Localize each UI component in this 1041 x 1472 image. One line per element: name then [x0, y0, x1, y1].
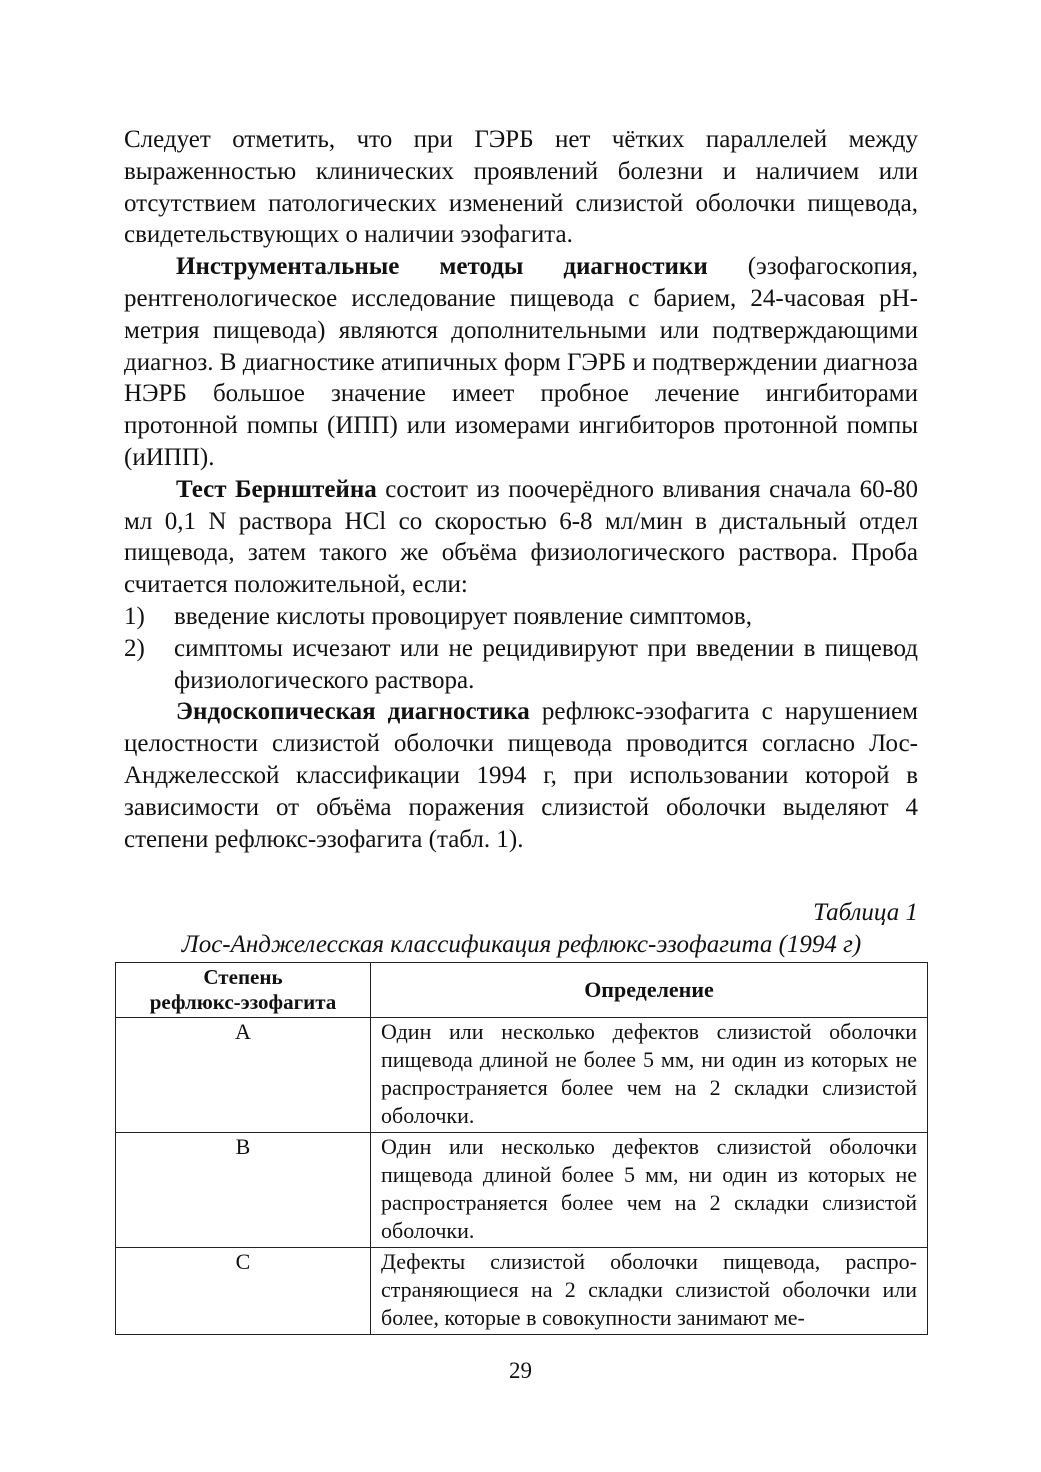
list-item-text: введение кислоты провоцирует появление симптомов,: [174, 602, 752, 630]
list-number: 1): [124, 602, 145, 630]
numbered-list: [124, 601, 918, 696]
header-grade: [116, 963, 371, 1018]
list-number: 2): [124, 634, 145, 662]
list-item-text: симптомы исчезают или не рецидивируют при введении в пищевод физиологического раствора.: [174, 634, 918, 694]
header-grade-line1: Степень: [203, 965, 283, 989]
table-title: Лос-Анджелесская классификация рефлюкс-эзофагита (1994 г): [181, 931, 862, 958]
paragraph-1: Следует отметить, что при ГЭРБ нет чётких параллелей между выраженностью клинических проявлений болезни и наличием или отсутствием патологических изменений слизистой оболочки пищевода, свидетельствующих о наличии эзофагита.: [124, 126, 918, 249]
table-row: [116, 1248, 928, 1335]
bold-term-bernstein: Тест Бернштейна: [176, 475, 377, 503]
paragraph-endoscopic-diagnostics: [124, 696, 918, 855]
table-row: [116, 1133, 928, 1248]
definition-cell: Один или несколько дефектов слизистой оболочки пищевода длиной более 5 мм, ни один из которых не распространяется более чем на 2 складки слизистой оболочки.: [371, 1133, 928, 1248]
classification-table: [115, 962, 928, 1335]
paragraph-text: рефлюкс-эзофагита с нарушением целостности слизистой оболочки пищевода проводится согласно Лос-Анджелесской классификации 1994 г, при использовании которой в зависимости от объёма поражения слизистой оболочки выделяют 4 степени рефлюкс-эзофагита (табл. 1).: [124, 698, 918, 853]
table-header-row: [116, 963, 928, 1018]
list-item: [124, 633, 918, 697]
definition-cell: Один или несколько дефектов слизистой оболочки пищевода длиной не более 5 мм, ни один из которых не распространяется более чем на 2 складки слизистой оболочки.: [371, 1018, 928, 1133]
paragraph-text: (эзофагоскопия, рентгенологическое исследование пищевода с барием, 24-часовая pH-метрия пищевода) являются дополнительными или подтверждающими диагноз. В диагностике атипичных форм ГЭРБ и подтверждении диагноза НЭРБ большое значение имеет пробное лечение ингибиторами протонной помпы (ИПП) или изомерами ингибиторов протонной помпы (иИПП).: [124, 253, 919, 471]
table-label: Таблица 1: [813, 899, 918, 926]
header-grade-line2: рефлюкс-эзофагита: [149, 990, 337, 1014]
definition-cell: Дефекты слизистой оболочки пищевода, распространяющиеся на 2 складки слизистой оболочки или более, которые в совокупности занимают ме-: [371, 1248, 928, 1335]
header-definition: Определение: [371, 963, 928, 1018]
paragraph-text: состоит из поочерёдного вливания сначала 60-80 мл 0,1 N раствора HCl со скоростью 6-8 мл/мин в дистальный отдел пищевода, затем такого же объёма физиологического раствора. Проба считается положительной, если:: [124, 475, 918, 599]
grade-cell: A: [116, 1018, 371, 1133]
grade-cell: C: [116, 1248, 371, 1335]
grade-cell: B: [116, 1133, 371, 1248]
page-number: 29: [509, 1358, 532, 1383]
bold-term-endoscopic: Эндоскопическая диагностика: [176, 698, 530, 726]
body-text: [124, 124, 918, 855]
list-item: [124, 601, 918, 633]
paragraph-bernstein-test: [124, 474, 918, 601]
paragraph-instrumental-methods: [124, 251, 918, 474]
table-row: [116, 1018, 928, 1133]
bold-term-instrumental: Инструментальные методы диагностики: [176, 253, 708, 281]
